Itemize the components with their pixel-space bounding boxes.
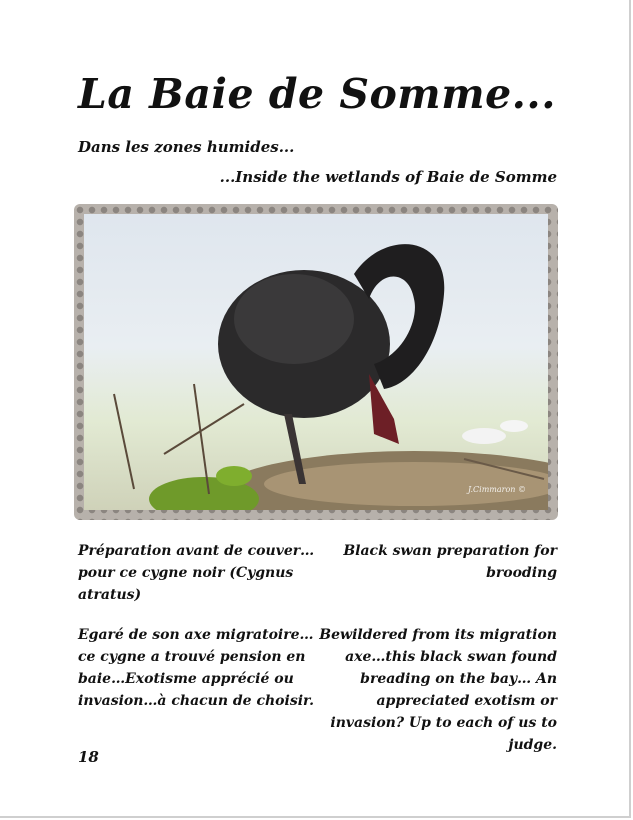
black-swan-illustration bbox=[84, 214, 548, 510]
black-swan-photo bbox=[84, 214, 548, 510]
subtitle-english: ...Inside the wetlands of Baie de Somme bbox=[219, 168, 557, 186]
pebble-photo-frame bbox=[74, 204, 558, 520]
photographer-watermark: J.Cimmaron © bbox=[467, 485, 526, 494]
page-number: 18 bbox=[78, 748, 99, 766]
page-title: La Baie de Somme... bbox=[78, 70, 556, 118]
caption-french-2: Egaré de son axe migratoire… ce cygne a trouvé pension en baie…Exotisme apprécié ou invasion…à chacun de choisir. bbox=[78, 627, 314, 709]
caption-french-1: Préparation avant de couver… pour ce cygne noir (Cygnus atratus) bbox=[78, 543, 315, 603]
caption-english-1: Black swan preparation for brooding bbox=[343, 543, 557, 581]
caption-english-2: Bewildered from its migration axe…this black swan found breading on the bay… An appreciated exotism or invasion? Up to each of us to judge. bbox=[319, 627, 557, 753]
subtitle-french: Dans les zones humides... bbox=[78, 138, 295, 156]
